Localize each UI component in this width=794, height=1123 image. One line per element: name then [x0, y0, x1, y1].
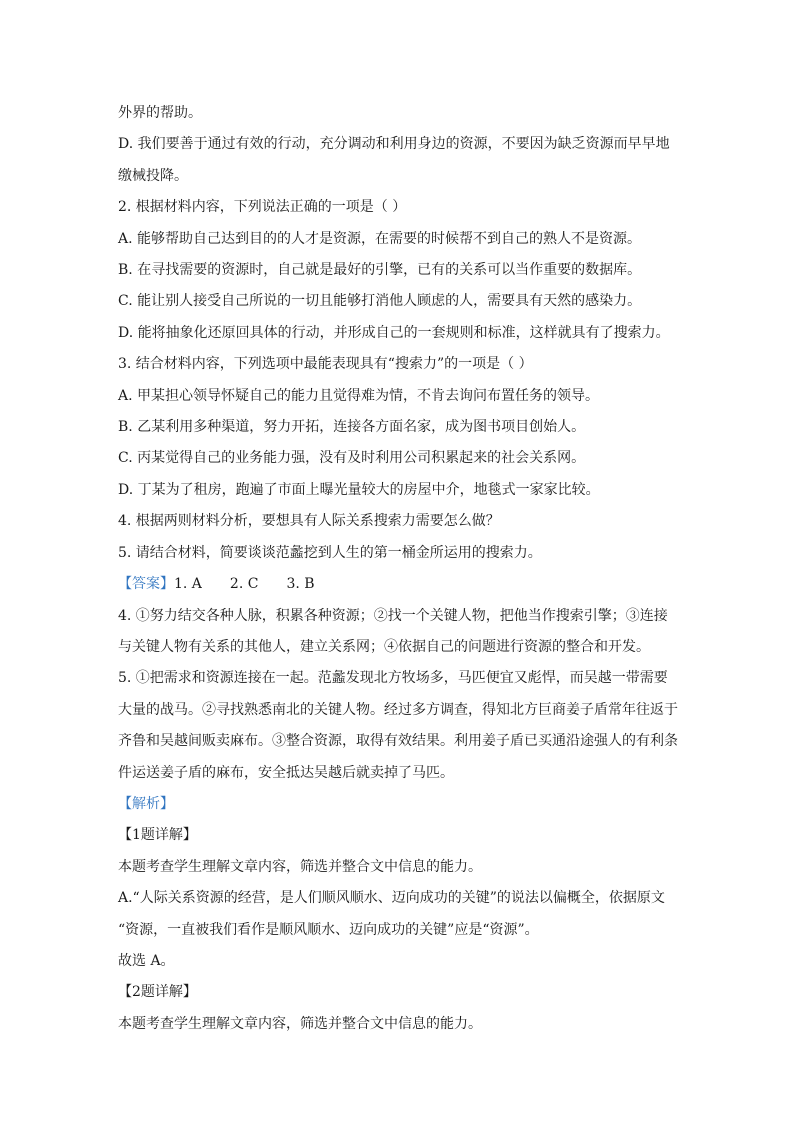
answer-item: 1. A [174, 576, 202, 593]
option-d: D. 丁某为了租房，跑遍了市面上曝光量较大的房屋中介，地毯式一家家比较。 [118, 481, 600, 498]
explanation-line: A.“人际关系资源的经营，是人们顺风顺水、迈向成功的关键”的说法以偏概全，依据原文 [118, 890, 665, 907]
answer-5-line: 5. ①把需求和资源连接在一起。范蠡发现北方牧场多，马匹便宜又彪悍，而吴越一带需要 [118, 670, 668, 687]
question-3: 3. 结合材料内容，下列选项中最能表现具有“搜索力”的一项是（ ） [118, 356, 533, 373]
option-a: A. 甲某担心领导怀疑自己的能力且觉得难为情，不肯去询问布置任务的领导。 [118, 387, 600, 404]
answer-item: 3. B [286, 576, 315, 593]
option-d-line: D. 我们要善于通过有效的行动，充分调动和利用身边的资源，不要因为缺乏资源而早早地 [118, 136, 670, 153]
option-d: D. 能将抽象化还原回具体的行动，并形成自己的一套规则和标准，这样就具有了搜索力。 [118, 324, 670, 341]
answer-5-line: 齐鲁和吴越间贩卖麻布。③整合资源，取得有效结果。利用姜子盾已买通沿途强人的有利条 [118, 733, 678, 750]
analysis-label: 【解析】 [118, 795, 174, 812]
answer-5-line: 大量的战马。②寻找熟悉南北的关键人物。经过多方调查，得知北方巨商姜子盾常年往返于 [118, 701, 678, 718]
option-a: A. 能够帮助自己达到目的的人才是资源，在需要的时候帮不到自己的熟人不是资源。 [118, 230, 642, 247]
explanation-line: “资源，一直被我们看作是顺风顺水、迈向成功的关键”应是“资源”。 [118, 921, 539, 938]
answer-line [118, 569, 684, 600]
answer-4-line: 与关键人物有关系的其他人，建立关系网；④依据自己的问题进行资源的整合和开发。 [118, 638, 650, 655]
option-c: C. 丙某觉得自己的业务能力强，没有及时利用公司积累起来的社会关系网。 [118, 450, 586, 467]
detail-2-label: 【2题详解】 [118, 984, 197, 1001]
option-b: B. 乙某利用多种渠道，努力开拓，连接各方面名家，成为图书项目创始人。 [118, 419, 586, 436]
question-5: 5. 请结合材料，简要谈谈范蠡挖到人生的第一桶金所运用的搜索力。 [118, 544, 542, 561]
document-content [118, 98, 684, 1040]
question-2: 2. 根据材料内容，下列说法正确的一项是（ ） [118, 199, 407, 216]
answer-4-line: 4. ①努力结交各种人脉，积累各种资源；②找一个关键人物，把他当作搜索引擎；③连接 [118, 607, 668, 624]
answer-label: 【答案】 [118, 576, 174, 593]
question-4: 4. 根据两则材料分析，要想具有人际关系搜索力需要怎么做？ [118, 513, 500, 530]
text-line: 缴械投降。 [118, 167, 188, 184]
answer-5-line: 件运送姜子盾的麻布，安全抵达吴越后就卖掉了马匹。 [118, 764, 454, 781]
option-c: C. 能让别人接受自己所说的一切且能够打消他人顾虑的人，需要具有天然的感染力。 [118, 293, 642, 310]
explanation-line: 故选 A。 [118, 952, 175, 969]
text-line: 外界的帮助。 [118, 105, 202, 121]
explanation-line: 本题考查学生理解文章内容，筛选并整合文中信息的能力。 [118, 858, 482, 875]
explanation-line: 本题考查学生理解文章内容，筛选并整合文中信息的能力。 [118, 1015, 482, 1032]
answer-item: 2. C [229, 576, 259, 593]
option-b: B. 在寻找需要的资源时，自己就是最好的引擎，已有的关系可以当作重要的数据库。 [118, 262, 642, 279]
detail-1-label: 【1题详解】 [118, 827, 197, 844]
